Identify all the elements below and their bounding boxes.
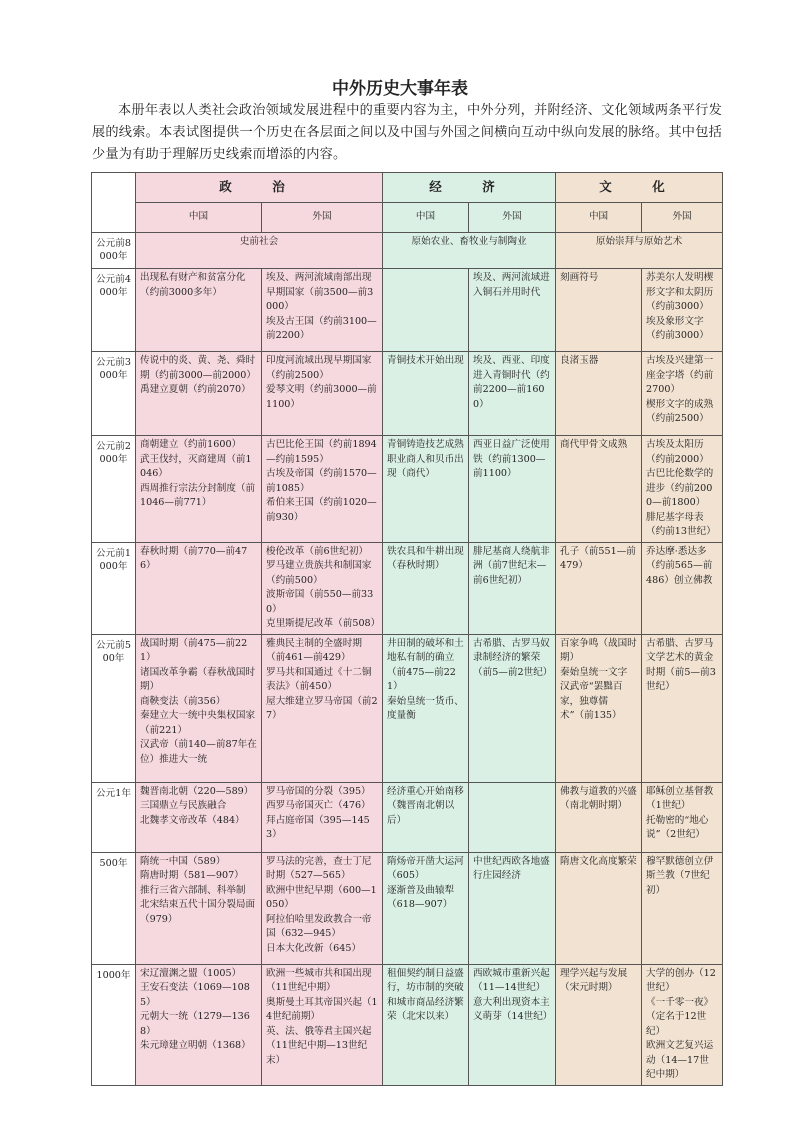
culture-china-cell	[556, 634, 642, 782]
event-text: 秦建立大一统中央集权国家（前221）	[140, 710, 256, 736]
event-text: 朱元璋建立明朝（1368）	[140, 1040, 251, 1051]
event-text: 西罗马帝国灭亡（476）	[266, 800, 371, 811]
intro-paragraph: 本册年表以人类社会政治领域发展进程中的重要内容为主，中外分列，并附经济、文化领域两条平行发展的线索。本表试图提供一个历史在各层面之间以及中国与外国之间横向互动中纵向发展的脉络。其中包括少量为有助于理解历史线索而增添的内容。	[92, 103, 722, 162]
event-text: 穆罕默德创立伊斯兰教（7世纪初）	[646, 855, 714, 896]
event-text: 埃及象形文字（约前3000）	[646, 315, 709, 341]
economy-china-cell	[383, 964, 469, 1085]
event-text: 梭伦改革（前6世纪初）	[266, 545, 369, 557]
economy-china-cell	[383, 542, 469, 634]
economy-foreign-cell	[469, 634, 556, 782]
event-text: 良渚玉器	[560, 355, 599, 366]
event-text: 井田制的破坏和土地私有制的确立（前475—前221）	[387, 637, 464, 692]
event-text: 古希腊、古罗马奴隶制经济的繁荣（前5—前2世纪）	[473, 637, 553, 678]
economy-foreign-cell	[469, 542, 556, 634]
event-text: 罗马共和国通过《十二铜表法》（前450）	[266, 666, 372, 692]
event-text: 腓尼基商人绕航非洲（前7世纪末—前6世纪初）	[473, 545, 550, 586]
event-text: 铁农具和牛耕出现（春秋时期）	[387, 545, 464, 571]
event-text: 罗马建立贵族共和制国家（约前500）	[266, 560, 372, 586]
politics-china-cell	[136, 964, 262, 1085]
event-text: 商代甲骨文成熟	[560, 439, 628, 450]
event-text: 隋唐时期（581—907）	[140, 870, 244, 881]
event-text: 春秋时期（前770—前476）	[140, 545, 248, 571]
event-text: 乔达摩·悉达多（约前565—前486）创立佛教	[646, 545, 713, 586]
event-text: 欧洲一些城市共和国出现（11世纪中期）	[266, 967, 372, 993]
politics-foreign-cell	[262, 542, 383, 634]
event-text: 印度河流域出现早期国家（约前2500）	[266, 355, 372, 381]
era-cell: 公元1年	[92, 782, 136, 852]
event-text: 元朝大一统（1279—1368）	[140, 1011, 250, 1037]
event-text: 魏晋南北朝（220—589）	[140, 785, 254, 797]
culture-cell: 原始崇拜与原始艺术	[556, 233, 723, 269]
economy-cell: 原始农业、畜牧业与制陶业	[383, 233, 556, 269]
event-text: 苏美尔人发明楔形文字和太阴历（约前3000）	[646, 272, 714, 312]
event-text: 埃及、两河流域进入铜石并用时代	[473, 272, 550, 298]
timeline-row	[92, 233, 723, 269]
event-text: 西亚日益广泛使用铁（约前1300—前1100）	[473, 439, 550, 479]
event-text: 青铜技术开始出现	[387, 355, 464, 366]
event-text: 传说中的炎、黄、尧、舜时期（约前3000—前2000）	[140, 355, 256, 381]
timeline-row	[92, 782, 723, 852]
event-text: 楔形文字的成熟（约前2500）	[646, 398, 714, 424]
culture-foreign-cell	[642, 542, 723, 634]
subheader-row	[92, 203, 723, 233]
economy-header: 经 济	[383, 173, 556, 203]
politics-foreign-cell	[262, 782, 383, 852]
economy-foreign-cell	[469, 964, 556, 1085]
event-text: 古巴比伦数学的进步（约前2000—前1800）	[646, 468, 714, 508]
culture-foreign-cell	[642, 352, 723, 436]
event-text: 奥斯曼土耳其帝国兴起（14世纪前期）	[266, 996, 378, 1022]
culture-china-cell	[556, 852, 642, 964]
politics-foreign-cell	[262, 964, 383, 1085]
era-header-cell	[92, 173, 136, 233]
event-text: 西欧城市重新兴起（11—14世纪）	[473, 967, 550, 993]
culture-foreign-cell	[642, 964, 723, 1085]
event-text: 秦始皇统一货币、度量衡	[387, 695, 464, 721]
era-cell: 公元前4000年	[92, 269, 136, 352]
event-text: 推行三省六部制、科举制	[140, 884, 246, 896]
era-cell: 公元前8000年	[92, 233, 136, 269]
politics-foreign-cell	[262, 269, 383, 352]
politics-foreign-cell	[262, 436, 383, 543]
event-text: 古埃及兴建第一座金字塔（约前2700）	[646, 355, 714, 395]
event-text: 腓尼基字母表（约前13世纪）	[646, 511, 716, 537]
economy-foreign-cell	[469, 352, 556, 436]
event-text: 欧洲文艺复兴运动（14—17世纪中期）	[646, 1040, 714, 1080]
economy-foreign-cell	[469, 436, 556, 543]
culture-foreign-cell	[642, 852, 723, 964]
culture-china-cell	[556, 352, 642, 436]
culture-foreign-cell	[642, 436, 723, 543]
event-text: 希伯来王国（约前1020—前930）	[266, 497, 377, 523]
timeline-row	[92, 634, 723, 782]
event-text: 租佃契约制日益盛行，坊市制的突破和城市商品经济繁荣（北宋以来）	[387, 967, 464, 1022]
event-text: 雅典民主制的全盛时期（前461—前429）	[266, 637, 362, 663]
politics-china-cell	[136, 782, 262, 852]
event-text: 爱琴文明（约前3000—前1100）	[266, 384, 377, 410]
politics-foreign-cell	[262, 852, 383, 964]
event-text: 战国时期（前475—前221）	[140, 637, 248, 663]
event-text: 古埃及太阳历（约前2000）	[646, 439, 709, 465]
culture-china-cell	[556, 436, 642, 543]
culture-china-cell	[556, 782, 642, 852]
timeline-row	[92, 436, 723, 543]
event-text: 宋辽澶渊之盟（1005）	[140, 967, 242, 979]
economy-china-cell	[383, 352, 469, 436]
event-text: 刻画符号	[560, 272, 599, 283]
event-text: 大学的创办（12世纪）	[646, 967, 716, 993]
economy-china-cell	[383, 852, 469, 964]
economy-china-cell	[383, 782, 469, 852]
era-cell: 公元前500年	[92, 634, 136, 782]
politics-foreign-header: 外国	[262, 203, 383, 233]
event-text: 日本大化改新（645）	[266, 942, 362, 954]
event-text: 罗马帝国的分裂（395）	[266, 785, 371, 797]
event-text: 逐渐普及曲辕犁（618—907）	[387, 884, 455, 910]
event-text: 阿拉伯哈里发政教合一帝国（632—945）	[266, 913, 372, 939]
event-text: 汉武帝（前140—前87年在位）推进大一统	[140, 739, 257, 765]
event-text: 青铜铸造技艺成熟	[387, 439, 464, 450]
culture-foreign-cell	[642, 782, 723, 852]
era-cell: 公元前1000年	[92, 542, 136, 634]
economy-china-header: 中国	[383, 203, 469, 233]
politics-china-header: 中国	[136, 203, 262, 233]
event-text: 屋大维建立罗马帝国（前27）	[266, 695, 378, 721]
economy-china-cell	[383, 436, 469, 543]
culture-china-cell	[556, 964, 642, 1085]
politics-header: 政 治	[136, 173, 383, 203]
event-text: 埃及古王国（约前3100—前2200）	[266, 315, 377, 341]
timeline-table	[91, 172, 723, 1086]
culture-china-cell	[556, 269, 642, 352]
economy-foreign-cell	[469, 269, 556, 352]
event-text: 商朝建立（约前1600）	[140, 439, 242, 450]
event-text: 禹建立夏朝（约前2070）	[140, 384, 251, 395]
event-text: 北魏孝文帝改革（484）	[140, 814, 245, 826]
event-text: 隋统一中国（589）	[140, 855, 226, 867]
event-text: 埃及、两河流域南部出现早期国家（前3500—前3000）	[266, 272, 374, 312]
event-text: 武王伐纣，灭商建周（前1046）	[140, 453, 252, 479]
culture-header: 文 化	[556, 173, 723, 203]
economy-foreign-header: 外国	[469, 203, 556, 233]
event-text: 王安石变法（1069—1085）	[140, 982, 250, 1008]
culture-china-cell	[556, 542, 642, 634]
event-text: 古希腊、古罗马文学艺术的黄金时期（前5—前3世纪）	[646, 637, 716, 692]
event-text: 职业商人和贝币出现（商代）	[387, 453, 464, 479]
culture-foreign-cell	[642, 269, 723, 352]
politics-china-cell	[136, 542, 262, 634]
culture-foreign-cell	[642, 634, 723, 782]
event-text: 佛教与道教的兴盛（南北朝时期）	[560, 785, 637, 811]
economy-china-cell	[383, 269, 469, 352]
timeline-row	[92, 269, 723, 352]
event-text: 波斯帝国（前550—前330）	[266, 589, 374, 615]
event-text: 隋唐文化高度繁荣	[560, 855, 637, 867]
politics-china-cell	[136, 269, 262, 352]
event-text: 经济重心开始南移（魏晋南北朝以后）	[387, 785, 464, 826]
event-text: 诸国改革争霸（春秋战国时期）	[140, 666, 256, 692]
era-cell: 公元前3000年	[92, 352, 136, 436]
economy-foreign-cell	[469, 782, 556, 852]
economy-china-cell	[383, 634, 469, 782]
politics-china-cell	[136, 634, 262, 782]
event-text: 秦始皇统一文字	[560, 666, 628, 678]
event-text: 意大利出现资本主义萌芽（14世纪）	[473, 996, 553, 1022]
event-text: 欧洲中世纪早期（600—1050）	[266, 884, 377, 910]
culture-china-header: 中国	[556, 203, 642, 233]
event-text: 隋炀帝开凿大运河（605）	[387, 855, 464, 881]
event-text: 托勒密的“地心说”（2世纪）	[646, 814, 709, 840]
event-text: 北宋结束五代十国分裂局面（979）	[140, 899, 256, 925]
politics-cell: 史前社会	[136, 233, 383, 269]
event-text: 西周推行宗法分封制度（前1046—前771）	[140, 482, 256, 508]
politics-china-cell	[136, 436, 262, 543]
timeline-row	[92, 542, 723, 634]
event-text: 拜占庭帝国（395—1453）	[266, 814, 370, 840]
event-text: 三国鼎立与民族融合	[140, 800, 227, 811]
event-text: 英、法、俄等君主国兴起（11世纪中期—13世纪末）	[266, 1025, 372, 1066]
timeline-row	[92, 352, 723, 436]
event-text: 孔子（前551—前479）	[560, 545, 636, 571]
page-title: 中外历史大事年表	[332, 79, 468, 99]
event-text: 罗马法的完善，查士丁尼时期（527—565）	[266, 855, 372, 881]
event-text: 克里斯提尼改革（前508）	[266, 618, 381, 629]
event-text: 中世纪西欧各地盛行庄园经济	[473, 855, 550, 881]
timeline-row	[92, 852, 723, 964]
event-text: 汉武帝“罢黜百家，独尊儒术”（前135）	[560, 681, 623, 721]
event-text: 出现私有财产和贫富分化（约前3000多年）	[140, 272, 246, 298]
event-text: 百家争鸣（战国时期）	[560, 637, 637, 663]
event-text: 理学兴起与发展（宋元时期）	[560, 967, 628, 993]
era-cell: 1000年	[92, 964, 136, 1085]
event-text: 埃及、西亚、印度进入青铜时代（约前2200—前1600）	[473, 355, 550, 410]
politics-china-cell	[136, 352, 262, 436]
event-text: 商鞅变法（前356）	[140, 695, 226, 707]
politics-foreign-cell	[262, 634, 383, 782]
event-text: 古埃及帝国（约前1570—前1085）	[266, 468, 377, 494]
timeline-row	[92, 964, 723, 1085]
era-cell: 500年	[92, 852, 136, 964]
economy-foreign-cell	[469, 852, 556, 964]
era-cell: 公元前2000年	[92, 436, 136, 543]
culture-foreign-header: 外国	[642, 203, 723, 233]
header-row	[92, 173, 723, 203]
event-text: 《一千零一夜》（定名于12世纪）	[646, 996, 714, 1037]
event-text: 古巴比伦王国（约前1894—约前1595）	[266, 439, 377, 465]
politics-china-cell	[136, 852, 262, 964]
event-text: 耶稣创立基督教（1世纪）	[646, 785, 714, 811]
politics-foreign-cell	[262, 352, 383, 436]
